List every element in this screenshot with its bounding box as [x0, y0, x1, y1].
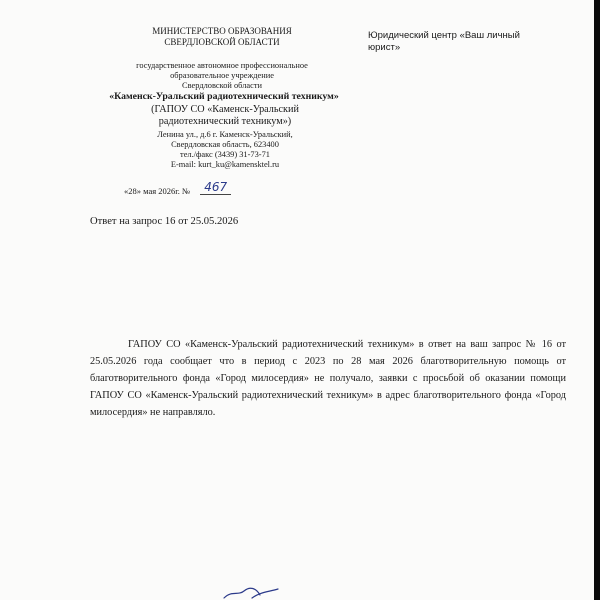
date-number-line	[124, 180, 231, 198]
address-line-2: Свердловская область, 623400	[171, 140, 279, 149]
letter-date: «28» мая 2026г. №	[124, 186, 191, 196]
address-line-1: Ленина ул., д.6 г. Каменск-Уральский,	[157, 130, 293, 139]
org-type-line-2: образовательное учреждение	[170, 71, 274, 80]
letter-subject: Ответ на запрос 16 от 25.05.2026	[90, 216, 239, 227]
sender-full-name: «Каменск-Уральский радиотехнический техникум»	[109, 91, 339, 102]
short-name-line-2: радиотехнический техникум»)	[158, 115, 292, 127]
recipient-line-1: Юридический центр «Ваш личный	[368, 30, 520, 41]
org-type-line-3: Свердловской области	[182, 81, 262, 90]
letter-body	[90, 336, 566, 421]
signature-mark	[222, 586, 282, 600]
ministry-line-1: МИНИСТЕРСТВО ОБРАЗОВАНИЯ	[152, 26, 292, 36]
letter-number: 467	[200, 180, 231, 195]
letter-body-text: ГАПОУ СО «Каменск-Уральский радиотехнический техникум» в ответ на ваш запрос № 16 от 25.05.2026 года сообщает что в период с 2023 по 28 мая 2026 благотворительную помощь от благотворительного фонда «Город милосердия» не получало, заявки с просьбой об оказании помощи ГАПОУ СО «Каменск-Уральский радиотехнический техникум» в адрес благотворительного фонда «Город милосердия» не направляло.	[90, 339, 566, 418]
short-name-line-1: (ГАПОУ СО «Каменск-Уральский	[151, 104, 299, 115]
recipient-block	[368, 30, 558, 54]
sender-contacts	[112, 130, 338, 170]
scan-edge	[594, 0, 600, 600]
phone-line: тел./факс (3439) 31-73-71	[180, 150, 270, 159]
recipient-line-2: юрист»	[368, 42, 401, 53]
email-line: E-mail: kurt_ku@kamensktel.ru	[170, 160, 280, 169]
sender-org-type	[92, 61, 352, 91]
sender-short-name	[120, 104, 330, 127]
org-type-line-1: государственное автономное профессиональное	[136, 61, 308, 70]
ministry-line-2: СВЕРДЛОВСКОЙ ОБЛАСТИ	[164, 36, 280, 47]
sender-ministry	[112, 26, 332, 47]
